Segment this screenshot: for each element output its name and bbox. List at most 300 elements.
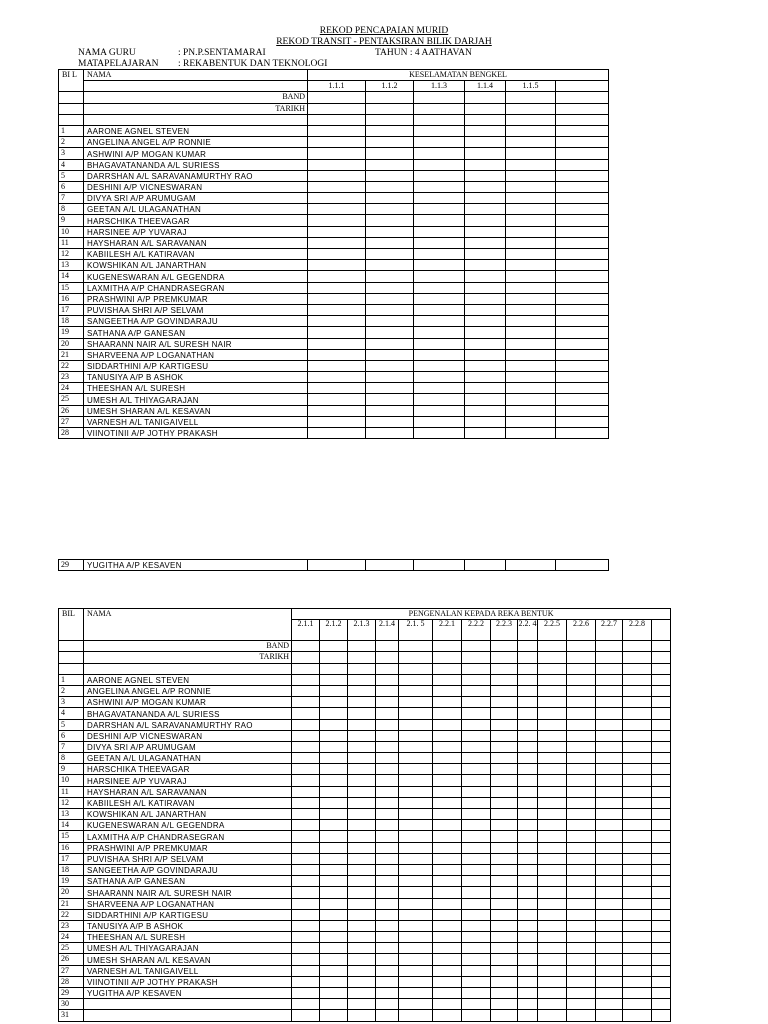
- student-row: [59, 260, 609, 271]
- score-cell: [465, 103, 506, 114]
- student-number: 2: [59, 685, 84, 696]
- score-cell: [376, 1010, 399, 1021]
- score-cell: [506, 170, 556, 181]
- score-cell: [491, 887, 518, 898]
- score-cell: [567, 753, 596, 764]
- student-row: [59, 719, 671, 730]
- score-cell: [308, 416, 366, 427]
- student-number: 9: [59, 215, 84, 226]
- score-cell: [320, 876, 348, 887]
- score-cell: [518, 831, 538, 842]
- score-cell: [491, 652, 518, 663]
- score-cell: [366, 405, 414, 416]
- score-cell: [292, 853, 320, 864]
- score-cell: [399, 876, 433, 887]
- score-cell: [652, 797, 671, 808]
- score-cell: [376, 764, 399, 775]
- score-cell: [567, 674, 596, 685]
- score-cell: [366, 416, 414, 427]
- score-cell: [491, 976, 518, 987]
- student-row: [59, 125, 609, 136]
- score-cell: [518, 853, 538, 864]
- score-cell: [376, 674, 399, 685]
- score-cell: [652, 965, 671, 976]
- score-cell: [308, 226, 366, 237]
- student-name: SHARVEENA A/P LOGANATHAN: [84, 898, 292, 909]
- score-cell: [348, 920, 376, 931]
- score-cell: [623, 685, 652, 696]
- score-cell: [308, 360, 366, 371]
- score-cell: [465, 349, 506, 360]
- score-cell: [596, 741, 623, 752]
- student-name: BHAGAVATANANDA A/L SURIESS: [84, 708, 292, 719]
- score-cell: [596, 864, 623, 875]
- score-cell: [348, 831, 376, 842]
- score-cell: [376, 831, 399, 842]
- score-cell: [433, 764, 462, 775]
- score-cell: [506, 125, 556, 136]
- score-cell: [623, 697, 652, 708]
- score-cell: [414, 271, 465, 282]
- score-cell: [399, 641, 433, 652]
- score-cell: [465, 428, 506, 439]
- score-cell: [567, 741, 596, 752]
- student-number: 3: [59, 148, 84, 159]
- score-cell: [506, 416, 556, 427]
- student-row: [59, 965, 671, 976]
- score-cell: [376, 965, 399, 976]
- score-cell: [462, 954, 491, 965]
- score-cell: [366, 181, 414, 192]
- score-cell: [292, 909, 320, 920]
- score-cell: [433, 909, 462, 920]
- score-cell: [538, 820, 567, 831]
- score-cell: [652, 943, 671, 954]
- score-cell: [556, 416, 609, 427]
- score-cell: [292, 954, 320, 965]
- student-number: 8: [59, 753, 84, 764]
- score-cell: [538, 753, 567, 764]
- score-cell: [462, 831, 491, 842]
- record-table-reka-bentuk: [58, 608, 671, 1022]
- score-cell: [623, 853, 652, 864]
- code-header: 2.1.3: [348, 620, 376, 641]
- student-name: KOWSHIKAN A/L JANARTHAN: [84, 809, 292, 820]
- score-cell: [623, 965, 652, 976]
- score-cell: [506, 316, 556, 327]
- score-cell: [348, 730, 376, 741]
- score-cell: [376, 652, 399, 663]
- score-cell: [465, 372, 506, 383]
- score-cell: [491, 764, 518, 775]
- score-cell: [491, 719, 518, 730]
- score-cell: [465, 170, 506, 181]
- student-row: [59, 831, 671, 842]
- student-number: 11: [59, 237, 84, 248]
- student-name: GEETAN A/L ULAGANATHAN: [84, 204, 308, 215]
- student-number: 10: [59, 775, 84, 786]
- score-cell: [462, 1010, 491, 1021]
- student-row: [59, 753, 671, 764]
- score-cell: [376, 741, 399, 752]
- score-cell: [518, 988, 538, 999]
- score-cell: [399, 764, 433, 775]
- score-cell: [465, 360, 506, 371]
- student-row: [59, 193, 609, 204]
- score-cell: [292, 685, 320, 696]
- blank-cell: [518, 663, 538, 674]
- score-cell: [414, 215, 465, 226]
- score-cell: [433, 976, 462, 987]
- blank-cell: [308, 114, 366, 125]
- student-row: [59, 842, 671, 853]
- score-cell: [292, 741, 320, 752]
- score-cell: [399, 786, 433, 797]
- score-cell: [556, 383, 609, 394]
- header-row: [59, 70, 609, 81]
- score-cell: [366, 372, 414, 383]
- score-cell: [399, 842, 433, 853]
- score-cell: [292, 920, 320, 931]
- score-cell: [292, 1010, 320, 1021]
- score-cell: [308, 148, 366, 159]
- tarikh-label: TARIKH: [84, 103, 308, 114]
- score-cell: [308, 92, 366, 103]
- score-cell: [491, 988, 518, 999]
- score-cell: [567, 797, 596, 808]
- student-number: 3: [59, 697, 84, 708]
- score-cell: [308, 338, 366, 349]
- score-cell: [348, 652, 376, 663]
- score-cell: [506, 394, 556, 405]
- bil-header: BI L: [59, 70, 84, 92]
- score-cell: [567, 764, 596, 775]
- score-cell: [596, 708, 623, 719]
- score-cell: [366, 316, 414, 327]
- score-cell: [623, 741, 652, 752]
- score-cell: [556, 405, 609, 416]
- score-cell: [433, 708, 462, 719]
- student-row: [59, 887, 671, 898]
- score-cell: [652, 932, 671, 943]
- band-row: [59, 92, 609, 103]
- code-header: 2.2.3: [491, 620, 518, 641]
- score-cell: [491, 797, 518, 808]
- score-cell: [491, 786, 518, 797]
- score-cell: [538, 697, 567, 708]
- score-cell: [491, 853, 518, 864]
- score-cell: [465, 327, 506, 338]
- score-cell: [652, 820, 671, 831]
- student-row: [59, 394, 609, 405]
- score-cell: [538, 730, 567, 741]
- score-cell: [292, 764, 320, 775]
- student-row: [59, 316, 609, 327]
- score-cell: [538, 976, 567, 987]
- score-cell: [506, 181, 556, 192]
- score-cell: [462, 842, 491, 853]
- score-cell: [506, 293, 556, 304]
- score-cell: [506, 249, 556, 260]
- score-cell: [596, 932, 623, 943]
- nama-header: NAMA: [84, 70, 308, 81]
- score-cell: [556, 304, 609, 315]
- score-cell: [348, 809, 376, 820]
- score-cell: [518, 999, 538, 1010]
- blank-cell: [567, 663, 596, 674]
- bil-header: BIL: [59, 609, 84, 641]
- score-cell: [596, 842, 623, 853]
- score-cell: [399, 932, 433, 943]
- score-cell: [399, 920, 433, 931]
- score-cell: [518, 898, 538, 909]
- score-cell: [623, 797, 652, 808]
- score-cell: [348, 954, 376, 965]
- score-cell: [348, 641, 376, 652]
- score-cell: [376, 697, 399, 708]
- score-cell: [538, 954, 567, 965]
- score-cell: [366, 394, 414, 405]
- score-cell: [623, 932, 652, 943]
- score-cell: [462, 753, 491, 764]
- score-cell: [320, 764, 348, 775]
- student-row: [59, 405, 609, 416]
- tarikh-row: [59, 103, 609, 114]
- score-cell: [462, 730, 491, 741]
- score-cell: [366, 159, 414, 170]
- score-cell: [567, 988, 596, 999]
- blank-cell: [506, 114, 556, 125]
- score-cell: [652, 909, 671, 920]
- score-cell: [414, 383, 465, 394]
- score-cell: [292, 831, 320, 842]
- score-cell: [465, 204, 506, 215]
- score-cell: [465, 159, 506, 170]
- score-cell: [292, 708, 320, 719]
- score-cell: [399, 898, 433, 909]
- student-name: ASHWINI A/P MOGAN KUMAR: [84, 148, 308, 159]
- score-cell: [433, 652, 462, 663]
- score-cell: [556, 428, 609, 439]
- score-cell: [596, 719, 623, 730]
- score-cell: [320, 831, 348, 842]
- score-cell: [556, 148, 609, 159]
- score-cell: [556, 92, 609, 103]
- score-cell: [491, 864, 518, 875]
- score-cell: [623, 652, 652, 663]
- student-name: SATHANA A/P GANESAN: [84, 327, 308, 338]
- student-name: ANGELINA ANGEL A/P RONNIE: [84, 137, 308, 148]
- score-cell: [491, 842, 518, 853]
- score-cell: [491, 965, 518, 976]
- score-cell: [506, 560, 556, 571]
- score-cell: [308, 125, 366, 136]
- score-cell: [308, 560, 366, 571]
- score-cell: [623, 641, 652, 652]
- student-number: 5: [59, 719, 84, 730]
- score-cell: [348, 853, 376, 864]
- student-number: 25: [59, 394, 84, 405]
- student-row: [59, 181, 609, 192]
- score-cell: [596, 786, 623, 797]
- score-cell: [320, 864, 348, 875]
- score-cell: [518, 809, 538, 820]
- score-cell: [567, 954, 596, 965]
- score-cell: [465, 304, 506, 315]
- score-cell: [652, 887, 671, 898]
- blank-cell: [596, 663, 623, 674]
- score-cell: [623, 786, 652, 797]
- score-cell: [462, 641, 491, 652]
- score-cell: [596, 988, 623, 999]
- blank-cell: [292, 663, 320, 674]
- score-cell: [518, 674, 538, 685]
- score-cell: [556, 372, 609, 383]
- code-header: 2.2.6: [567, 620, 596, 641]
- score-cell: [652, 976, 671, 987]
- score-cell: [491, 685, 518, 696]
- score-cell: [292, 988, 320, 999]
- score-cell: [596, 809, 623, 820]
- student-name: UMESH SHARAN A/L KESAVAN: [84, 954, 292, 965]
- student-row: [59, 293, 609, 304]
- score-cell: [506, 304, 556, 315]
- student-name: HARSINEE A/P YUVARAJ: [84, 226, 308, 237]
- score-cell: [596, 820, 623, 831]
- score-cell: [414, 181, 465, 192]
- student-name: SHARVEENA A/P LOGANATHAN: [84, 349, 308, 360]
- score-cell: [433, 809, 462, 820]
- score-cell: [348, 797, 376, 808]
- score-cell: [652, 697, 671, 708]
- score-cell: [366, 383, 414, 394]
- class-year: TAHUN : 4 AATHAVAN: [375, 48, 472, 58]
- score-cell: [623, 909, 652, 920]
- score-cell: [652, 719, 671, 730]
- student-number: 20: [59, 887, 84, 898]
- score-cell: [556, 282, 609, 293]
- score-cell: [308, 193, 366, 204]
- score-cell: [596, 999, 623, 1010]
- score-cell: [596, 898, 623, 909]
- teacher-label: NAMA GURU: [78, 48, 136, 58]
- student-row: [59, 988, 671, 999]
- score-cell: [320, 708, 348, 719]
- score-cell: [308, 181, 366, 192]
- report-subtitle: REKOD TRANSIT - PENTAKSIRAN BILIK DARJAH: [276, 37, 492, 47]
- score-cell: [462, 708, 491, 719]
- score-cell: [348, 887, 376, 898]
- score-cell: [292, 842, 320, 853]
- score-cell: [292, 999, 320, 1010]
- score-cell: [506, 360, 556, 371]
- score-cell: [376, 876, 399, 887]
- score-cell: [348, 999, 376, 1010]
- score-cell: [652, 999, 671, 1010]
- score-cell: [376, 786, 399, 797]
- score-cell: [567, 708, 596, 719]
- score-cell: [399, 674, 433, 685]
- score-cell: [320, 820, 348, 831]
- student-row: [59, 1010, 671, 1021]
- score-cell: [506, 372, 556, 383]
- score-cell: [366, 338, 414, 349]
- score-cell: [596, 853, 623, 864]
- score-cell: [538, 708, 567, 719]
- score-cell: [320, 909, 348, 920]
- student-number: 15: [59, 282, 84, 293]
- score-cell: [465, 193, 506, 204]
- code-header: [652, 620, 671, 641]
- score-cell: [567, 1010, 596, 1021]
- score-cell: [376, 898, 399, 909]
- score-cell: [491, 741, 518, 752]
- student-row: [59, 226, 609, 237]
- score-cell: [518, 820, 538, 831]
- score-cell: [399, 909, 433, 920]
- score-cell: [465, 282, 506, 293]
- student-number: 25: [59, 943, 84, 954]
- score-cell: [414, 125, 465, 136]
- score-cell: [433, 842, 462, 853]
- score-cell: [320, 853, 348, 864]
- score-cell: [518, 641, 538, 652]
- score-cell: [465, 271, 506, 282]
- score-cell: [506, 148, 556, 159]
- score-cell: [652, 741, 671, 752]
- score-cell: [567, 641, 596, 652]
- student-row: [59, 864, 671, 875]
- score-cell: [538, 741, 567, 752]
- score-cell: [414, 360, 465, 371]
- score-cell: [491, 954, 518, 965]
- score-cell: [348, 775, 376, 786]
- student-name: UMESH A/L THIYAGARAJAN: [84, 394, 308, 405]
- score-cell: [320, 641, 348, 652]
- score-cell: [491, 898, 518, 909]
- student-number: 9: [59, 764, 84, 775]
- score-cell: [399, 730, 433, 741]
- score-cell: [567, 887, 596, 898]
- score-cell: [538, 831, 567, 842]
- blank-cell: [652, 663, 671, 674]
- score-cell: [399, 831, 433, 842]
- score-cell: [348, 697, 376, 708]
- score-cell: [518, 1010, 538, 1021]
- score-cell: [320, 674, 348, 685]
- student-row: [59, 170, 609, 181]
- score-cell: [433, 965, 462, 976]
- score-cell: [348, 965, 376, 976]
- student-name: SATHANA A/P GANESAN: [84, 876, 292, 887]
- student-name: SHAARANN NAIR A/L SURESH NAIR: [84, 338, 308, 349]
- student-row: [59, 282, 609, 293]
- score-cell: [366, 271, 414, 282]
- score-cell: [518, 764, 538, 775]
- score-cell: [320, 898, 348, 909]
- score-cell: [366, 237, 414, 248]
- score-cell: [491, 641, 518, 652]
- score-cell: [399, 741, 433, 752]
- score-cell: [292, 652, 320, 663]
- student-row: [59, 372, 609, 383]
- score-cell: [348, 1010, 376, 1021]
- score-cell: [414, 349, 465, 360]
- score-cell: [433, 753, 462, 764]
- score-cell: [308, 428, 366, 439]
- score-cell: [366, 260, 414, 271]
- score-cell: [556, 316, 609, 327]
